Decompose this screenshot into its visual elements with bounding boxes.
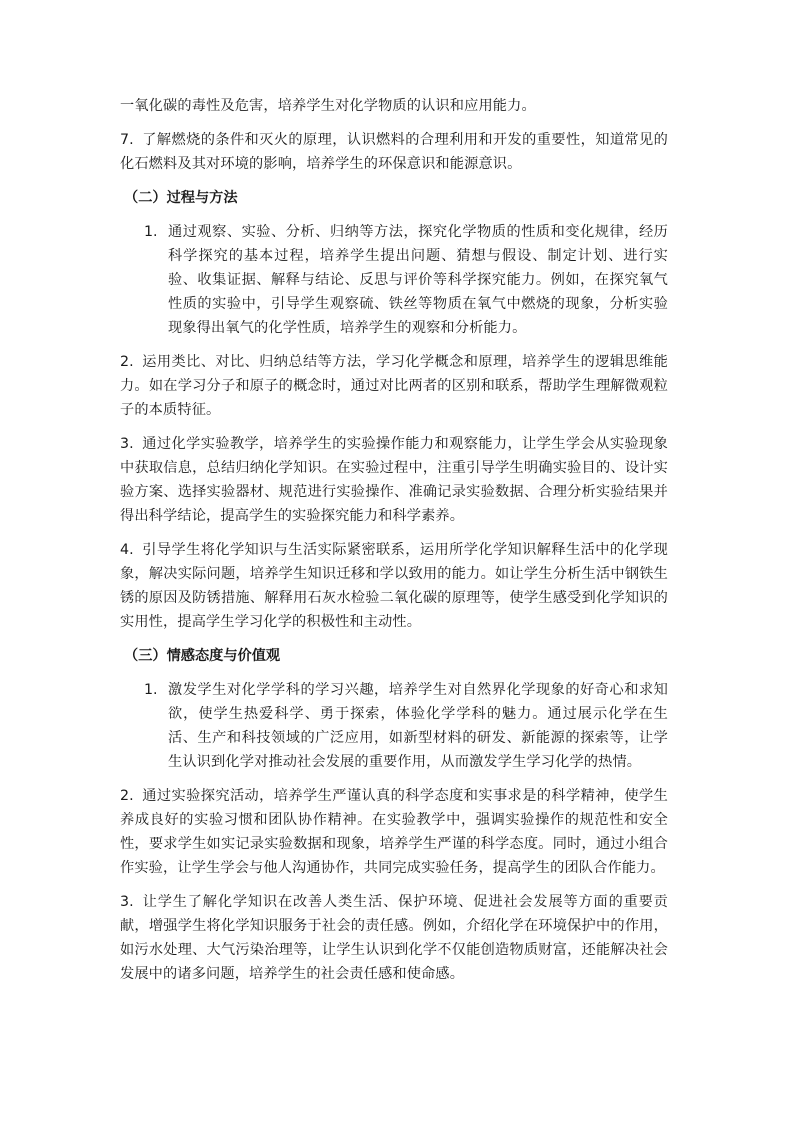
item-number: 7. [120, 132, 134, 148]
document-body [120, 94, 668, 996]
list-item-process-1 [144, 220, 668, 340]
paragraph-process-2 [120, 350, 668, 422]
item-number: 3. [120, 436, 134, 452]
item-number: 1. [144, 224, 158, 240]
section-heading-process-methods: （二）过程与方法 [124, 190, 238, 206]
item-number: 2. [120, 788, 134, 804]
item-text: 通过实验探究活动，培养学生严谨认真的科学态度和实事求是的科学精神，使学生养成良好的实验习惯和团队协作精神。在实验教学中，强调实验操作的规范性和安全性，要求学生如实记录实验数据和现象，培养学生严谨的科学态度。同时，通过小组合作实验，让学生学会与他人沟通协作，共同完成实验任务，提高学生的团队合作能力。 [120, 788, 668, 876]
item-number: 3. [120, 894, 134, 910]
paragraph-process-4 [120, 538, 668, 634]
item-number: 2. [120, 354, 134, 370]
paragraph-intro: 一氧化碳的毒性及危害，培养学生对化学物质的认识和应用能力。 [120, 98, 536, 114]
paragraph-attitude-2 [120, 784, 668, 880]
item-text: 引导学生将化学知识与生活实际紧密联系，运用所学化学知识解释生活中的化学现象，解决实际问题，培养学生知识迁移和学以致用的能力。如让学生分析生活中钢铁生锈的原因及防锈措施、解释用石灰水检验二氧化碳的原理等，使学生感受到化学知识的实用性，提高学生学习化学的积极性和主动性。 [120, 542, 668, 630]
item-text: 通过观察、实验、分析、归纳等方法，探究化学物质的性质和变化规律，经历科学探究的基本过程，培养学生提出问题、猜想与假设、制定计划、进行实验、收集证据、解释与结论、反思与评价等科学探究能力。例如，在探究氧气性质的实验中，引导学生观察硫、铁丝等物质在氧气中燃烧的现象，分析实验现象得出氧气的化学性质，培养学生的观察和分析能力。 [168, 224, 668, 336]
item-text: 了解燃烧的条件和灭火的原理，认识燃料的合理利用和开发的重要性，知道常见的化石燃料及其对环境的影响，培养学生的环保意识和能源意识。 [120, 132, 668, 172]
item-text: 通过化学实验教学，培养学生的实验操作能力和观察能力，让学生学会从实验现象中获取信息，总结归纳化学知识。在实验过程中，注重引导学生明确实验目的、设计实验方案、选择实验器材、规范进行实验操作、准确记录实验数据、合理分析实验结果并得出科学结论，提高学生的实验探究能力和科学素养。 [120, 436, 668, 524]
list-item-attitude-1 [144, 678, 668, 774]
paragraph-process-3 [120, 432, 668, 528]
paragraph-item-7 [120, 128, 668, 176]
item-number: 4. [120, 542, 134, 558]
item-text: 激发学生对化学学科的学习兴趣，培养学生对自然界化学现象的好奇心和求知欲，使学生热爱科学、勇于探索，体验化学学科的魅力。通过展示化学在生活、生产和科技领域的广泛应用，如新型材料的研发、新能源的探索等，让学生认识到化学对推动社会发展的重要作用，从而激发学生学习化学的热情。 [168, 682, 668, 770]
item-number: 1. [144, 682, 158, 698]
paragraph-attitude-3 [120, 890, 668, 986]
item-text: 运用类比、对比、归纳总结等方法，学习化学概念和原理，培养学生的逻辑思维能力。如在学习分子和原子的概念时，通过对比两者的区别和联系，帮助学生理解微观粒子的本质特征。 [120, 354, 668, 418]
section-heading-attitudes-values: （三）情感态度与价值观 [124, 648, 281, 664]
item-text: 让学生了解化学知识在改善人类生活、保护环境、促进社会发展等方面的重要贡献，增强学生将化学知识服务于社会的责任感。例如，介绍化学在环境保护中的作用，如污水处理、大气污染治理等，让学生认识到化学不仅能创造物质财富，还能解决社会发展中的诸多问题，培养学生的社会责任感和使命感。 [120, 894, 668, 982]
